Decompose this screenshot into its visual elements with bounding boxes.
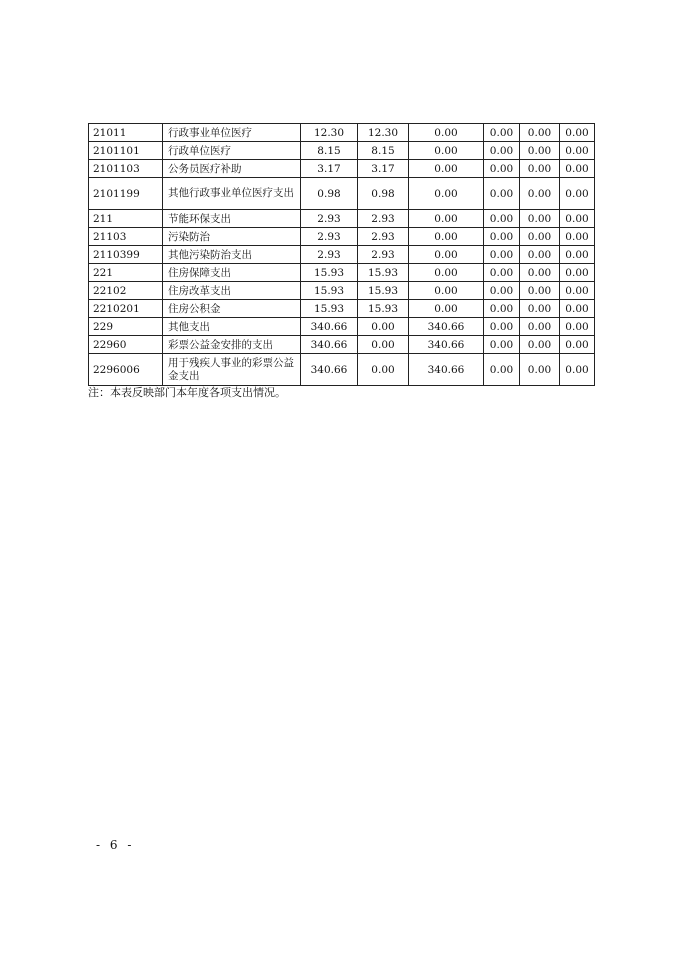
subject-code-cell: 2101103 [89, 160, 163, 178]
table-row [89, 160, 595, 178]
subject-name-cell: 行政事业单位医疗 [163, 124, 301, 142]
value-cell: 340.66 [409, 318, 484, 336]
table-row [89, 354, 595, 386]
subject-name-cell: 污染防治 [163, 228, 301, 246]
subject-name-cell: 其他支出 [163, 318, 301, 336]
value-cell: 0.00 [560, 178, 595, 210]
value-cell: 0.00 [409, 210, 484, 228]
value-cell: 0.00 [560, 160, 595, 178]
value-cell: 0.00 [484, 210, 520, 228]
subject-code-cell: 22102 [89, 282, 163, 300]
value-cell: 0.00 [560, 282, 595, 300]
value-cell: 12.30 [301, 124, 358, 142]
subject-code-cell: 2296006 [89, 354, 163, 386]
value-cell: 340.66 [301, 336, 358, 354]
value-cell: 0.00 [409, 264, 484, 282]
value-cell: 0.00 [520, 336, 560, 354]
value-cell: 0.00 [560, 124, 595, 142]
value-cell: 0.00 [560, 142, 595, 160]
subject-code-cell: 21011 [89, 124, 163, 142]
value-cell: 3.17 [301, 160, 358, 178]
subject-code-cell: 229 [89, 318, 163, 336]
value-cell: 0.00 [484, 300, 520, 318]
value-cell: 0.98 [358, 178, 409, 210]
subject-code-cell: 221 [89, 264, 163, 282]
value-cell: 2.93 [358, 246, 409, 264]
value-cell: 0.00 [560, 354, 595, 386]
table-row [89, 142, 595, 160]
expenditure-table [88, 123, 595, 386]
table-row [89, 264, 595, 282]
value-cell: 8.15 [358, 142, 409, 160]
table-row [89, 336, 595, 354]
value-cell: 15.93 [358, 264, 409, 282]
page-number: - 6 - [96, 838, 135, 852]
value-cell: 0.00 [409, 282, 484, 300]
value-cell: 0.00 [560, 336, 595, 354]
value-cell: 0.00 [409, 142, 484, 160]
value-cell: 0.00 [484, 178, 520, 210]
table-row [89, 318, 595, 336]
value-cell: 2.93 [358, 210, 409, 228]
subject-name-cell: 行政单位医疗 [163, 142, 301, 160]
value-cell: 0.00 [560, 318, 595, 336]
value-cell: 15.93 [301, 300, 358, 318]
value-cell: 0.00 [409, 124, 484, 142]
subject-code-cell: 211 [89, 210, 163, 228]
subject-code-cell: 2210201 [89, 300, 163, 318]
subject-code-cell: 2110399 [89, 246, 163, 264]
value-cell: 0.00 [520, 282, 560, 300]
value-cell: 2.93 [301, 210, 358, 228]
value-cell: 0.00 [409, 228, 484, 246]
value-cell: 0.00 [484, 336, 520, 354]
subject-name-cell: 住房保障支出 [163, 264, 301, 282]
table-row [89, 228, 595, 246]
table-row [89, 300, 595, 318]
subject-code-cell: 2101199 [89, 178, 163, 210]
subject-name-cell: 用于残疾人事业的彩票公益金支出 [163, 354, 301, 386]
value-cell: 15.93 [301, 264, 358, 282]
table-row [89, 210, 595, 228]
value-cell: 0.00 [484, 318, 520, 336]
value-cell: 8.15 [301, 142, 358, 160]
table-row [89, 246, 595, 264]
subject-code-cell: 21103 [89, 228, 163, 246]
subject-code-cell: 2101101 [89, 142, 163, 160]
value-cell: 2.93 [301, 228, 358, 246]
table-note: 注：本表反映部门本年度各项支出情况。 [88, 386, 286, 399]
value-cell: 0.00 [520, 300, 560, 318]
value-cell: 0.00 [520, 354, 560, 386]
value-cell: 0.00 [358, 354, 409, 386]
value-cell: 0.00 [484, 124, 520, 142]
value-cell: 0.00 [409, 160, 484, 178]
subject-name-cell: 其他污染防治支出 [163, 246, 301, 264]
subject-code-cell: 22960 [89, 336, 163, 354]
value-cell: 0.00 [520, 318, 560, 336]
value-cell: 0.00 [484, 264, 520, 282]
subject-name-cell: 住房改革支出 [163, 282, 301, 300]
value-cell: 0.00 [560, 210, 595, 228]
value-cell: 0.00 [358, 318, 409, 336]
subject-name-cell: 公务员医疗补助 [163, 160, 301, 178]
table-row [89, 282, 595, 300]
value-cell: 0.00 [520, 160, 560, 178]
value-cell: 340.66 [301, 354, 358, 386]
subject-name-cell: 其他行政事业单位医疗支出 [163, 178, 301, 210]
value-cell: 0.00 [484, 228, 520, 246]
value-cell: 0.00 [520, 210, 560, 228]
table-row [89, 124, 595, 142]
value-cell: 12.30 [358, 124, 409, 142]
value-cell: 0.00 [560, 246, 595, 264]
value-cell: 0.00 [409, 178, 484, 210]
value-cell: 0.00 [484, 142, 520, 160]
value-cell: 0.00 [520, 142, 560, 160]
value-cell: 0.00 [520, 246, 560, 264]
value-cell: 0.00 [520, 228, 560, 246]
value-cell: 0.00 [520, 178, 560, 210]
value-cell: 340.66 [409, 336, 484, 354]
value-cell: 340.66 [301, 318, 358, 336]
table-row [89, 178, 595, 210]
value-cell: 0.00 [484, 354, 520, 386]
value-cell: 0.00 [520, 124, 560, 142]
subject-name-cell: 节能环保支出 [163, 210, 301, 228]
value-cell: 0.00 [484, 282, 520, 300]
value-cell: 3.17 [358, 160, 409, 178]
value-cell: 0.00 [484, 246, 520, 264]
value-cell: 340.66 [409, 354, 484, 386]
subject-name-cell: 彩票公益金安排的支出 [163, 336, 301, 354]
value-cell: 0.00 [560, 264, 595, 282]
value-cell: 0.00 [409, 246, 484, 264]
value-cell: 15.93 [301, 282, 358, 300]
subject-name-cell: 住房公积金 [163, 300, 301, 318]
value-cell: 15.93 [358, 300, 409, 318]
value-cell: 2.93 [358, 228, 409, 246]
value-cell: 0.00 [409, 300, 484, 318]
value-cell: 15.93 [358, 282, 409, 300]
value-cell: 0.00 [358, 336, 409, 354]
value-cell: 2.93 [301, 246, 358, 264]
value-cell: 0.00 [484, 160, 520, 178]
value-cell: 0.00 [560, 228, 595, 246]
value-cell: 0.00 [520, 264, 560, 282]
value-cell: 0.00 [560, 300, 595, 318]
value-cell: 0.98 [301, 178, 358, 210]
